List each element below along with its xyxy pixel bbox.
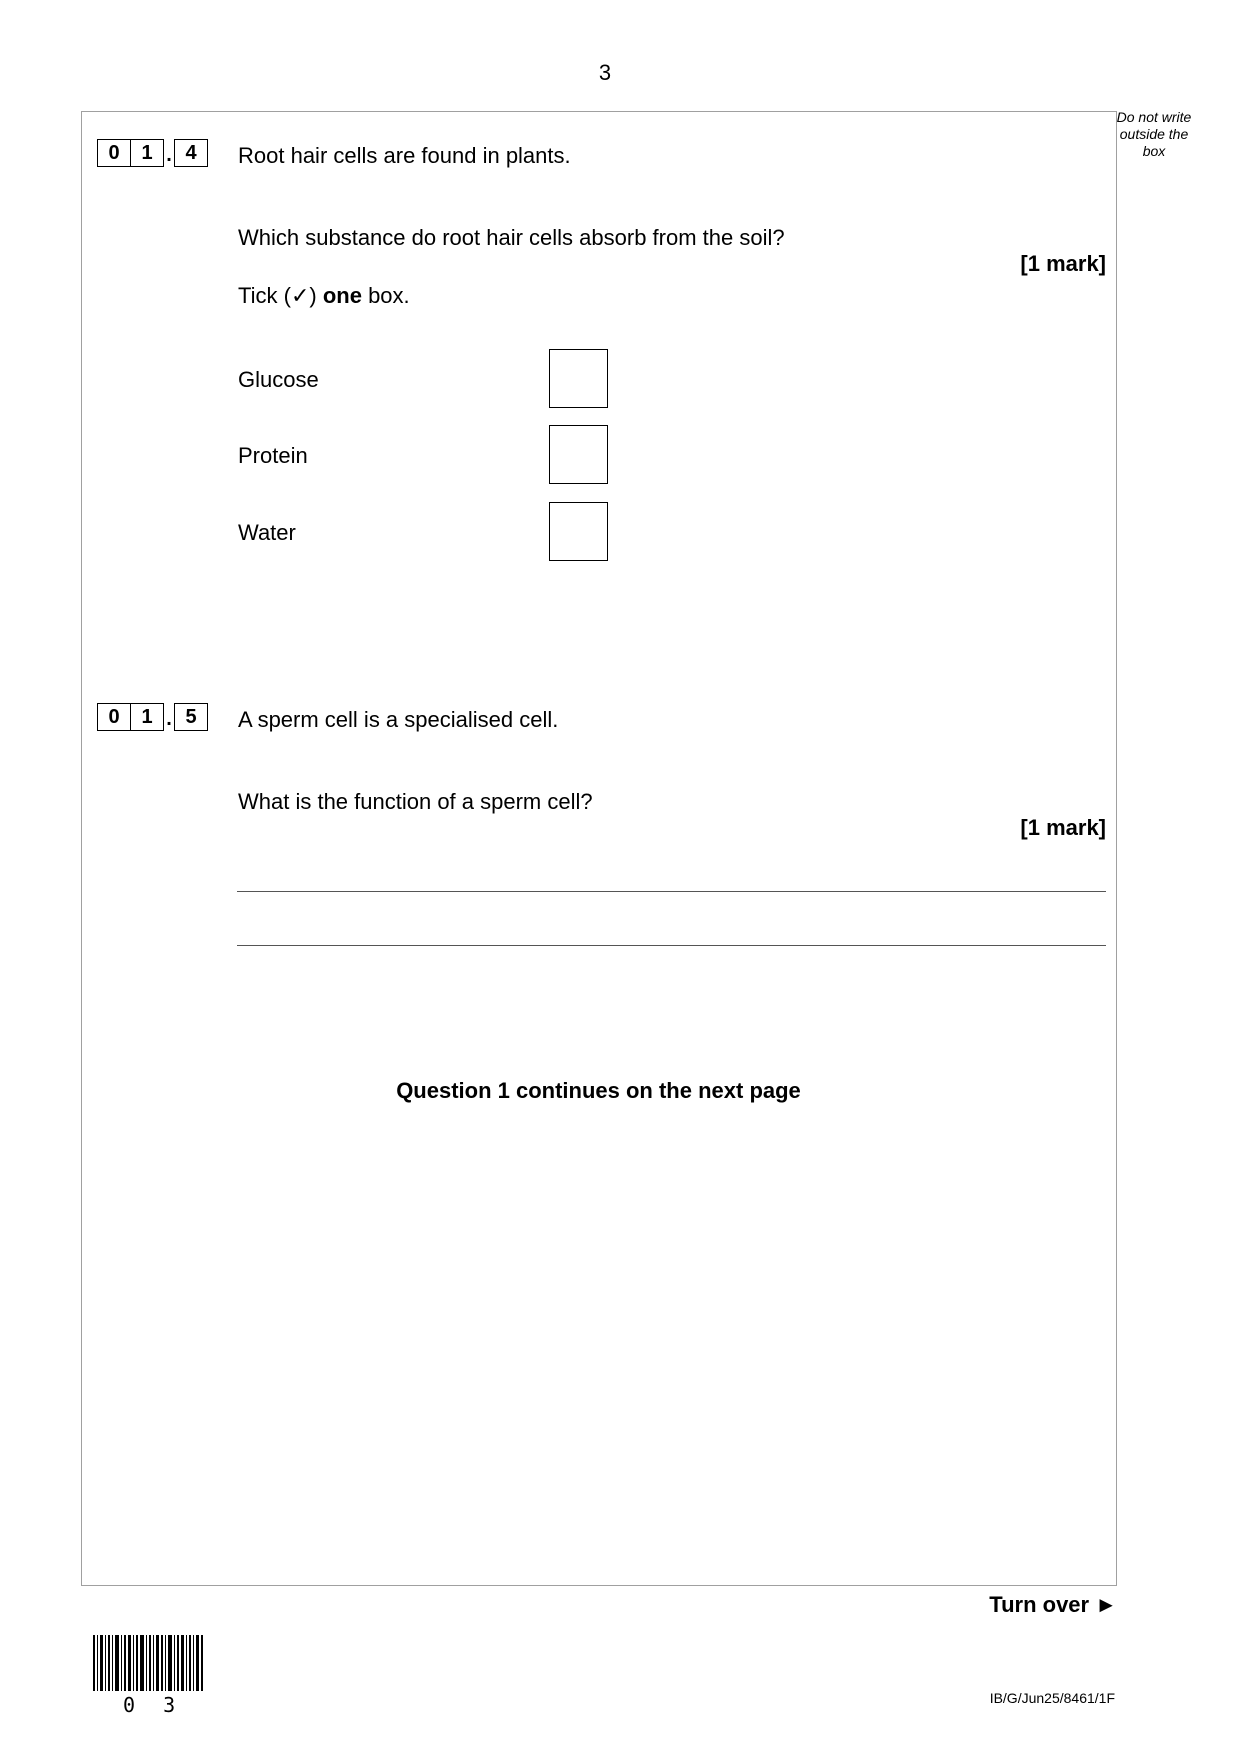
instruction-suffix: box. — [361, 283, 410, 308]
page-number: 3 — [598, 60, 612, 85]
question-number-dot: . — [166, 144, 172, 166]
paper-reference-code: IB/G/Jun25/8461/1F — [989, 1690, 1115, 1706]
question-number-01-5 — [97, 703, 208, 731]
option-label-protein: Protein — [238, 443, 308, 468]
tick-instruction — [238, 283, 410, 309]
instruction-prefix: Tick (✓) — [238, 283, 323, 308]
tickbox-protein[interactable] — [549, 425, 608, 484]
barcode — [93, 1635, 205, 1717]
answer-line[interactable] — [237, 945, 1106, 946]
margin-note: Do not write outside the box — [1116, 109, 1192, 159]
question-intro: A sperm cell is a specialised cell. — [238, 707, 559, 732]
question-marks: [1 mark] — [1020, 815, 1106, 840]
tickbox-glucose[interactable] — [549, 349, 608, 408]
question-number-dot: . — [166, 708, 172, 730]
continues-note: Question 1 continues on the next page — [396, 1078, 801, 1103]
instruction-emphasis: one — [322, 283, 362, 308]
question-number-digits — [97, 703, 164, 731]
barcode-digits: 0 3 — [123, 1693, 184, 1717]
answer-frame — [81, 111, 1117, 1586]
option-label-water: Water — [238, 520, 296, 545]
question-text: What is the function of a sperm cell? — [238, 789, 593, 814]
question-subnumber: 4 — [174, 139, 208, 167]
question-number-digit: 0 — [108, 141, 120, 164]
question-number-digit: 1 — [130, 140, 163, 166]
option-label-glucose: Glucose — [238, 367, 319, 392]
barcode-bars — [93, 1635, 205, 1691]
question-number-digits — [97, 139, 164, 167]
question-text: Which substance do root hair cells absorb from the soil? — [238, 225, 785, 250]
question-number-digit: 1 — [130, 704, 163, 730]
question-intro: Root hair cells are found in plants. — [238, 143, 571, 168]
turn-over-label: Turn over ► — [989, 1592, 1117, 1617]
question-marks: [1 mark] — [1020, 251, 1106, 276]
question-number-01-4 — [97, 139, 208, 167]
answer-line[interactable] — [237, 891, 1106, 892]
question-number-digit: 0 — [108, 705, 120, 728]
tickbox-water[interactable] — [549, 502, 608, 561]
question-subnumber: 5 — [174, 703, 208, 731]
